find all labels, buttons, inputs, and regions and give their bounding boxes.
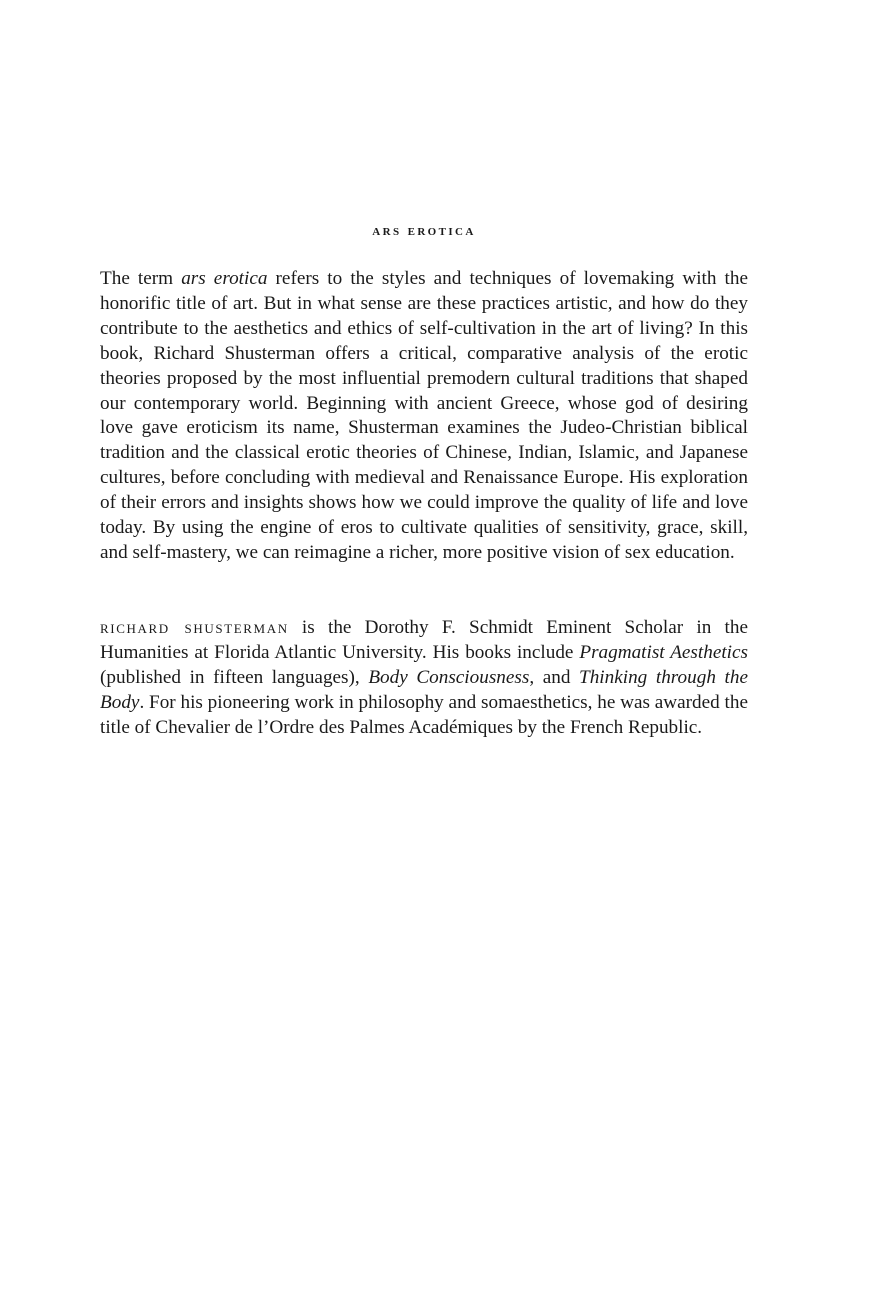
book-title-pragmatist-aesthetics: Pragmatist Aesthetics <box>579 641 748 663</box>
author-bio <box>100 616 748 741</box>
bio-text-4: . For his pioneering work in philosophy and somaesthetics, he was awarded the title of Chevalier de l’Ordre des Palmes Académiques by the French Republic. <box>100 691 748 738</box>
term-ars-erotica: ars erotica <box>181 268 268 289</box>
bio-text-1: is the Dorothy F. Schmidt Eminent Scholar in the Humanities at Florida Atlantic University. His books include <box>100 617 748 663</box>
book-title-body-consciousness: Body Consciousness <box>368 666 530 688</box>
book-description <box>100 267 748 566</box>
description-end: to cultivate qualities of sensitivity, grace, skill, and self-mastery, we can reimagine a richer, more positive vision of sex education. <box>100 517 748 563</box>
bio-text-3: , and <box>529 666 580 688</box>
bio-text-2: (published in fifteen languages), <box>100 666 369 688</box>
page-title: ars erotica <box>372 223 476 239</box>
author-name: richard shusterman <box>100 617 289 638</box>
term-eros: eros <box>340 517 373 539</box>
description-body: refers to the styles and techniques of lovemaking with the honorific title of art. But in what sense are these practices artistic, and how do they contribute to the aesthetics and ethics of self-cultivation in the art of living? In this book, Richard Shusterman offers a critical, comparative analysis of the erotic theories proposed by the most influential premodern cultural traditions that shaped our contemporary world. Beginning with ancient Greece, whose god of desiring love gave eroticism its name, Shusterman examines the Judeo-Christian biblical tradition and the classical erotic theories of Chinese, Indian, Islamic, and Japanese cultures, before concluding with medieval and Renaissance Europe. His exploration of their errors and insights shows how we could improve the quality of life and love today. By using the engine of <box>100 268 748 539</box>
book-title-thinking-through-the-body: Thinking through the Body <box>100 666 748 713</box>
description-intro: The term <box>100 268 182 289</box>
